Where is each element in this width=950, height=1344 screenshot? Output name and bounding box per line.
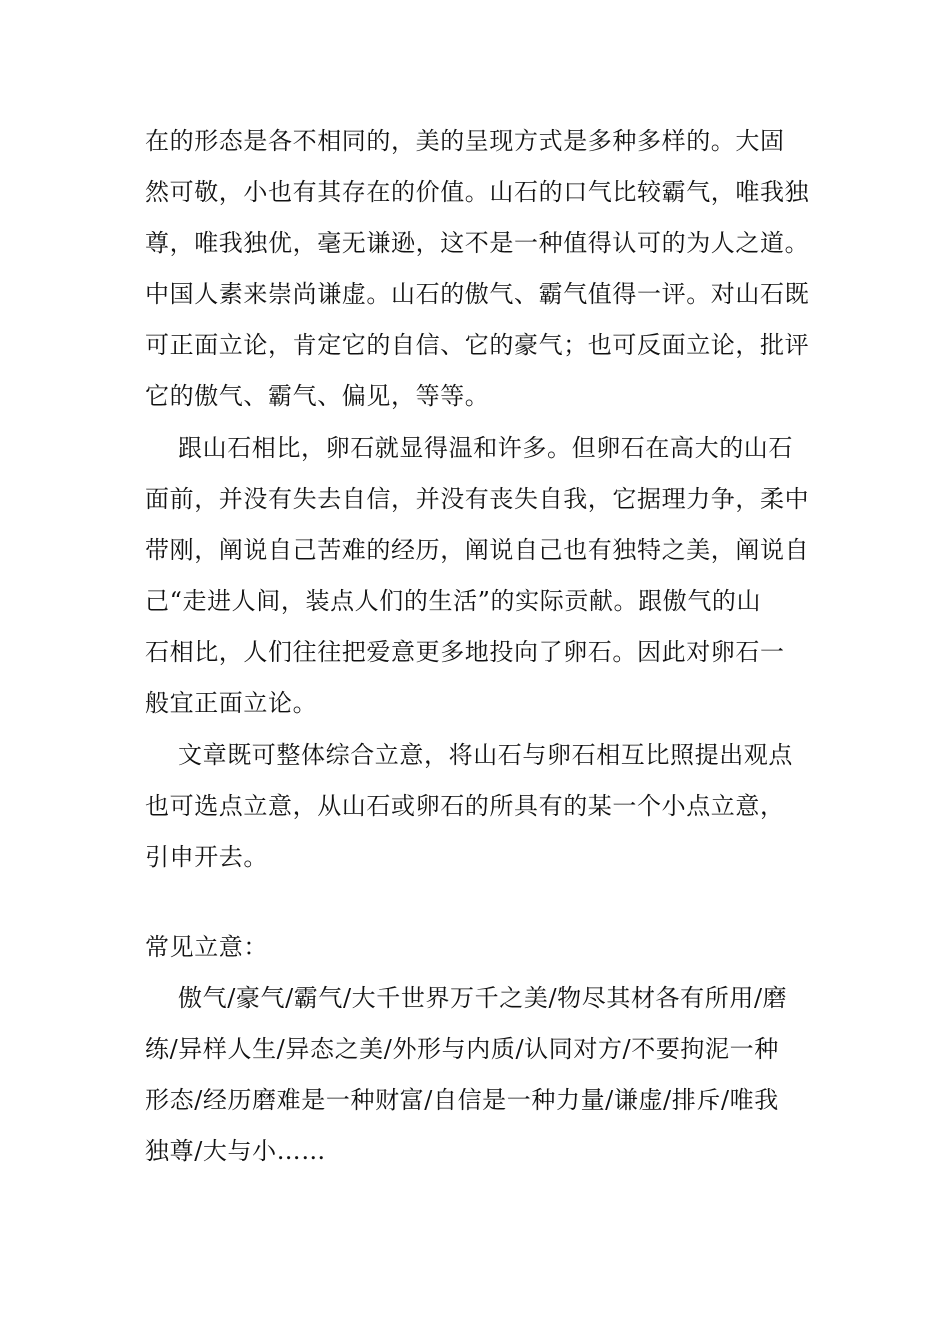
- text-line: 石相比，人们往往把爱意更多地投向了卵石。因此对卵石一: [145, 638, 785, 666]
- text-line: 己“走进人间，装点人们的生活”的实际贡献。跟傲气的山: [145, 587, 762, 615]
- text-line: 般宜正面立论。: [145, 689, 318, 717]
- text-line: 跟山石相比，卵石就显得温和许多。但卵石在高大的山石: [178, 434, 793, 462]
- text-line: 尊，唯我独优，毫无谦逊，这不是一种值得认可的为人之道。: [145, 229, 810, 257]
- text-line: 面前，并没有失去自信，并没有丧失自我，它据理力争，柔中: [145, 485, 810, 513]
- section-heading: 常见立意：: [145, 933, 268, 961]
- text-line: 也可选点立意，从山石或卵石的所具有的某一个小点立意，: [145, 792, 785, 820]
- text-line: 独尊/大与小……: [145, 1137, 326, 1165]
- text-line: 练/异样人生/异态之美/外形与内质/认同对方/不要拘泥一种: [145, 1035, 779, 1063]
- text-line: 中国人素来崇尚谦虚。山石的傲气、霸气值得一评。对山石既: [145, 280, 810, 308]
- text-line: 它的傲气、霸气、偏见，等等。: [145, 382, 490, 410]
- text-line: 引申开去。: [145, 843, 268, 871]
- text-line: 文章既可整体综合立意，将山石与卵石相互比照提出观点: [178, 741, 793, 769]
- text-line: 形态/经历磨难是一种财富/自信是一种力量/谦虚/排斥/唯我: [145, 1086, 779, 1114]
- text-line: 在的形态是各不相同的，美的呈现方式是多种多样的。大固: [145, 127, 785, 155]
- text-line: 傲气/豪气/霸气/大千世界万千之美/物尽其材各有所用/磨: [178, 984, 788, 1012]
- text-line: 带刚，阐说自己苦难的经历，阐说自己也有独特之美，阐说自: [145, 536, 810, 564]
- text-line: 可正面立论，肯定它的自信、它的豪气；也可反面立论，批评: [145, 331, 810, 359]
- text-line: 然可敬，小也有其存在的价值。山石的口气比较霸气，唯我独: [145, 178, 810, 206]
